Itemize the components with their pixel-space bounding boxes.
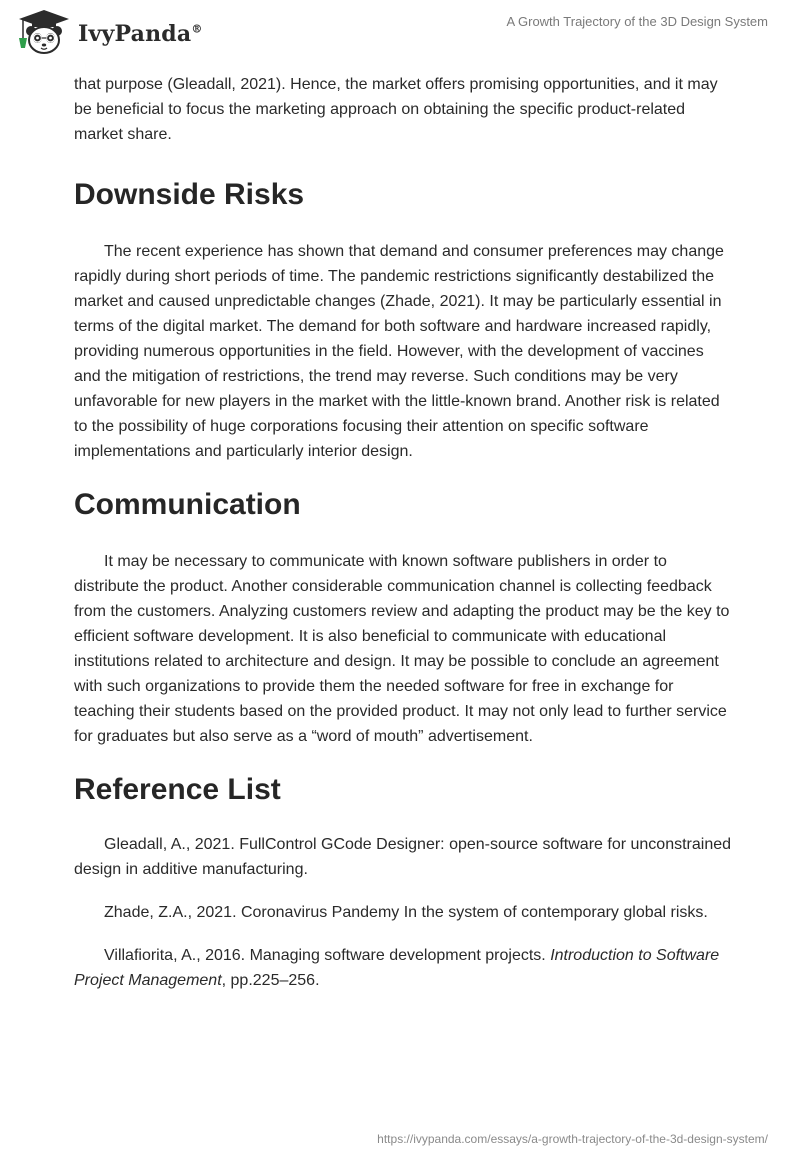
logo-text: IvyPanda [78,21,192,47]
reference-text: Villafiorita, A., 2016. Managing software development projects. [104,947,551,964]
reference-list-heading: Reference List [74,773,281,806]
communication-heading: Communication [74,488,301,521]
page-header [0,0,800,60]
essay-content [74,72,734,1011]
registered-mark: ® [191,22,203,36]
panda-graduate-icon [14,8,74,58]
logo-wordmark [78,21,203,47]
ivypanda-logo[interactable] [14,8,203,58]
running-title: A Growth Trajectory of the 3D Design System [506,14,768,29]
reference-entry [74,943,734,993]
reference-pages: , pp.225–256. [221,972,320,989]
reference-entry: Gleadall, A., 2021. FullControl GCode Designer: open-source software for unconstrained design in additive manufacturing. [74,836,732,878]
downside-risks-heading: Downside Risks [74,178,305,211]
intro-paragraph: that purpose (Gleadall, 2021). Hence, the market offers promising opportunities, and it may be beneficial to focus the marketing approach on obtaining the specific product-related market share. [74,76,718,143]
communication-paragraph: It may be necessary to communicate with known software publishers in order to distribute the product. Another considerable communication channel is collecting feedback from the customers. Analyzing customers review and adapting the product may be the key to efficient software development. It is also beneficial to communicate with educational institutions related to architecture and design. It may be possible to conclude an agreement with such organizations to provide them the needed software for free in exchange for teaching their students based on the provided product. It may not only lead to further service for graduates but also serve as a “word of mouth” advertisement. [74,553,730,745]
source-url[interactable]: https://ivypanda.com/essays/a-growth-trajectory-of-the-3d-design-system/ [377,1132,768,1146]
reference-list [74,832,734,993]
reference-entry: Zhade, Z.A., 2021. Coronavirus Pandemy In the system of contemporary global risks. [104,904,708,921]
reference-book-title: Introduction to Software Project Management [74,947,720,989]
downside-risks-paragraph: The recent experience has shown that demand and consumer preferences may change rapidly during short periods of time. The pandemic restrictions significantly destabilized the market and caused unpredictable changes (Zhade, 2021). It may be particularly essential in terms of the digital market. The demand for both software and hardware increased rapidly, providing numerous opportunities in the field. However, with the development of vaccines and the mitigation of restrictions, the trend may reverse. Such conditions may be very unfavorable for new players in the market with the little-known brand. Another risk is related to the possibility of huge corporations focusing their attention on specific software implementations and particularly interior design. [74,243,724,460]
